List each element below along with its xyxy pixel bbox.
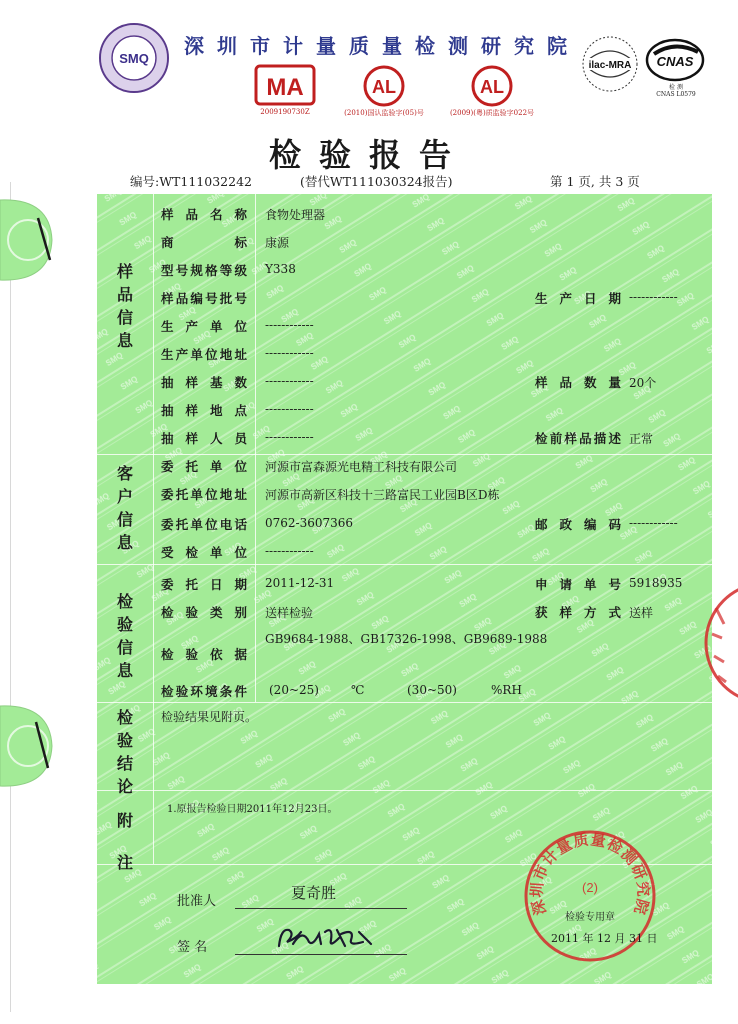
model-label: 型号规格等级 (161, 263, 247, 278)
cal-caption-1: (2010)国认监验字(05)号 (344, 109, 424, 117)
batch-label: 样品编号批号 (161, 291, 247, 306)
sampler-label: 抽样人员 (161, 431, 247, 446)
seal-ring-text: 深圳市计量质量检测研究院 (527, 830, 653, 918)
cnas-caption-1: 检 测 (669, 84, 683, 91)
replaces-report: (替代WT111030324报告) (300, 174, 453, 189)
seal-date: 2011 年 12 月 31 日 (551, 932, 658, 945)
sample-condition-label: 检前样品描述 (535, 431, 621, 446)
sample-name-label: 样品名称 (161, 207, 247, 222)
note-text: 1.原报告检验日期2011年12月23日。 (167, 804, 338, 815)
signature-line (235, 954, 407, 955)
handwritten-signature (275, 920, 375, 954)
postcode-value: ------------ (629, 516, 678, 530)
sampling-base-label: 抽样基数 (161, 375, 247, 390)
seal-name: 检验专用章 (565, 912, 615, 923)
svg-text:深圳市计量质量检测研究院 (528, 830, 653, 917)
section-client-info: 客户信息 (116, 464, 133, 552)
brand-label: 商标 (161, 235, 247, 250)
sampling-location-label: 抽样地点 (161, 403, 247, 418)
cma-mark (254, 64, 316, 116)
client-phone-label: 委托单位电话 (161, 517, 247, 532)
client-label: 委托单位 (161, 459, 247, 474)
production-date-value: ------------ (629, 290, 678, 304)
page-info: 第 1 页, 共 3 页 (550, 174, 640, 189)
inspection-type-value: 送样检验 (265, 606, 314, 620)
client-address-value: 河源市高新区科技十三路富民工业园B区D栋 (265, 488, 500, 502)
ilac-text: ilac-MRA (588, 60, 632, 71)
section-divider (97, 702, 712, 703)
sampling-base-value: ------------ (265, 374, 314, 388)
section-sample-info: 样品信息 (116, 262, 133, 350)
inspection-basis-label: 检验依据 (161, 647, 247, 662)
binder-clip (0, 194, 54, 286)
model-value: Y338 (265, 262, 296, 276)
env-temperature: (20~25) (269, 683, 319, 697)
edge-seal (700, 578, 738, 708)
report-number: 编号:WT111032242 (130, 174, 252, 189)
section-notes: 附注 (116, 811, 133, 872)
client-address-label: 委托单位地址 (161, 487, 247, 502)
cnas-text: CNAS (656, 54, 694, 69)
page-fold-line (10, 182, 11, 1012)
commission-date-label: 委托日期 (161, 577, 247, 592)
client-value: 河源市富森源光电精工科技有限公司 (265, 460, 458, 474)
approver-name: 夏奇胜 (291, 884, 337, 902)
sampling-location-value: ------------ (265, 402, 314, 416)
conclusion-text: 检验结果见附页。 (161, 710, 258, 724)
cnas-caption-2: CNAS L0579 (656, 91, 696, 98)
section-divider (97, 454, 712, 455)
sample-condition-value: 正常 (629, 432, 654, 446)
approver-label: 批准人 (177, 894, 217, 909)
producer-value: ------------ (265, 318, 314, 332)
client-phone-value: 0762-3607366 (265, 516, 354, 530)
cal-mark-1 (344, 64, 424, 117)
producer-address-value: ------------ (265, 346, 314, 360)
column-divider (255, 194, 256, 702)
inspection-type-label: 检验类别 (161, 605, 247, 620)
ilac-mra-logo (580, 34, 640, 94)
section-divider (97, 790, 712, 791)
cma-mark-text: MA (266, 74, 304, 101)
binder-clip (0, 700, 54, 792)
sample-quantity-label: 样品数量 (535, 375, 621, 390)
signature-label: 签 名 (177, 940, 208, 955)
inspection-basis-value: GB9684-1988、GB17326-1998、GB9689-1988 (265, 632, 548, 646)
cal-caption-2: (2009)(粤)质监验字022号 (449, 109, 535, 117)
section-inspection-info: 检验信息 (116, 592, 133, 680)
cnas-caption (650, 84, 702, 98)
brand-value: 康源 (265, 236, 290, 250)
approver-line (235, 908, 407, 909)
env-temperature-unit: ℃ (351, 683, 365, 697)
cnas-logo (644, 36, 706, 90)
application-no-label: 申请单号 (535, 577, 621, 592)
smq-logo (98, 22, 170, 94)
cal-mark-2 (449, 64, 535, 117)
commission-date-value: 2011-12-31 (265, 576, 335, 590)
producer-label: 生产单位 (161, 319, 247, 334)
env-humidity-unit: %RH (491, 683, 522, 697)
section-divider (97, 564, 712, 565)
sample-name-value: 食物处理器 (265, 208, 326, 222)
column-divider (153, 194, 154, 864)
sampling-method-value: 送样 (629, 606, 654, 620)
environment-label: 检验环境条件 (161, 684, 247, 699)
production-date-label: 生产日期 (535, 291, 621, 306)
env-humidity: (30~50) (407, 683, 457, 697)
seal-number: (2) (582, 880, 598, 895)
cal-mark-1-text: AL (372, 77, 396, 97)
sampler-value: ------------ (265, 430, 314, 444)
producer-address-label: 生产单位地址 (161, 347, 247, 362)
sample-quantity-value: 20个 (629, 376, 657, 390)
cal-mark-2-text: AL (480, 77, 504, 97)
smq-logo-text: SMQ (119, 51, 149, 66)
inspected-unit-label: 受检单位 (161, 545, 247, 560)
cma-caption: 2009190730Z (260, 108, 310, 116)
institute-name: 深圳市计量质量检测研究院 (184, 34, 580, 58)
inspected-unit-value: ------------ (265, 544, 314, 558)
sampling-method-label: 获样方式 (535, 605, 621, 620)
postcode-label: 邮政编码 (535, 517, 621, 532)
report-title: 检验报告 (268, 136, 469, 174)
application-no-value: 5918935 (629, 576, 683, 590)
section-conclusion: 检验结论 (116, 708, 133, 796)
